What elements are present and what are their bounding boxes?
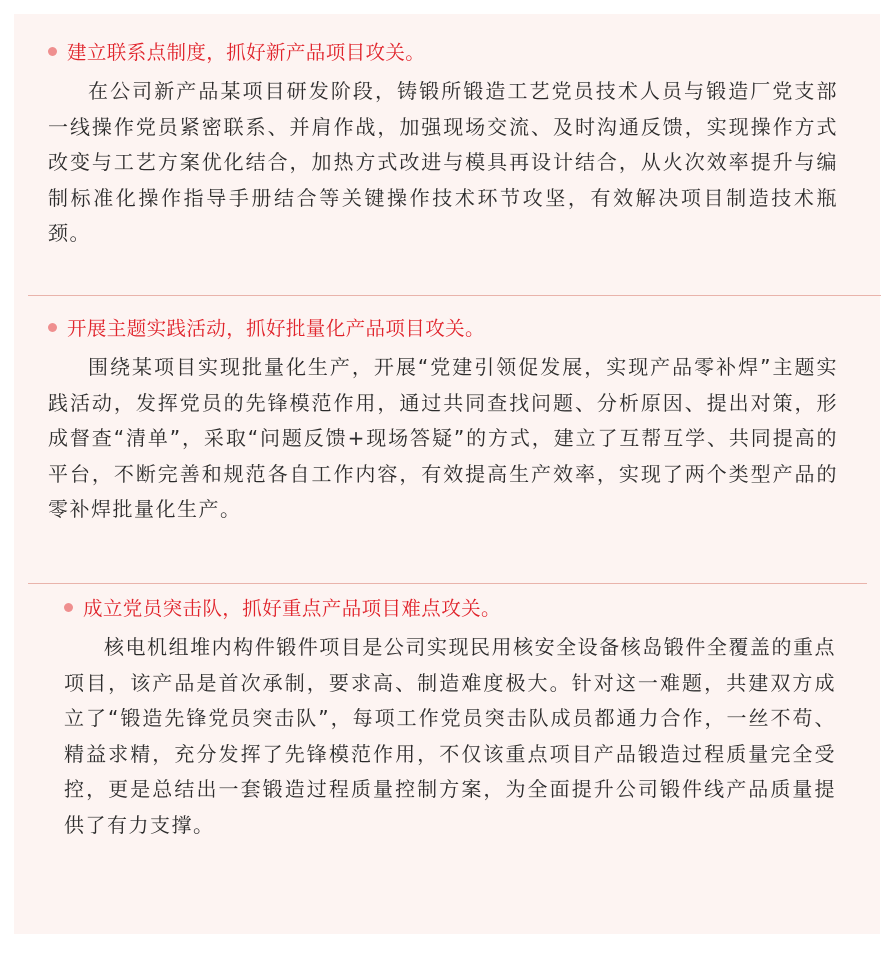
section-body: 围绕某项目实现批量化生产，开展“党建引领促发展，实现产品零补焊”主题实践活动，发挥党员的先锋模范作用，通过共同查找问题、分析原因、提出对策，形成督查“清单”，采取“问题反馈+现场答疑”的方式，建立了互帮互学、共同提高的平台，不断完善和规范各自工作内容，有效提高生产效率，实现了两个类型产品的零补焊批量化生产。 [48, 355, 838, 521]
dot-bullet-icon [64, 603, 73, 612]
section-heading [48, 310, 896, 344]
dot-bullet-icon [48, 323, 57, 332]
dot-bullet-icon [48, 47, 57, 56]
section-heading-text: 建立联系点制度，抓好新产品项目攻关。 [67, 41, 426, 64]
section-body: 核电机组堆内构件锻件项目是公司实现民用核安全设备核岛锻件全覆盖的重点项目，该产品是首次承制，要求高、制造难度极大。针对这一难题，共建双方成立了“锻造先锋党员突击队”，每项工作党员突击队成员都通力合作，一丝不苟、精益求精，充分发挥了先锋模范作用，不仅该重点项目产品锻造过程质量完全受控，更是总结出一套锻造过程质量控制方案，为全面提升公司锻件线产品质量提供了有力支撑。 [64, 635, 836, 837]
section-divider [28, 583, 867, 584]
content-card [14, 14, 880, 934]
section-heading-text: 成立党员突击队，抓好重点产品项目难点攻关。 [83, 597, 501, 620]
section-body: 在公司新产品某项目研发阶段，铸锻所锻造工艺党员技术人员与锻造厂党支部一线操作党员紧密联系、并肩作战，加强现场交流、及时沟通反馈，实现操作方式改变与工艺方案优化结合，加热方式改进与模具再设计结合，从火次效率提升与编制标准化操作指导手册结合等关键操作技术环节攻坚，有效解决项目制造技术瓶颈。 [48, 79, 838, 245]
section-heading [48, 34, 896, 68]
section-heading-text: 开展主题实践活动，抓好批量化产品项目攻关。 [67, 317, 485, 340]
section-theme-practice [14, 310, 896, 528]
section-divider [28, 295, 881, 296]
section-commando-team [14, 590, 896, 843]
section-liaison-point [14, 34, 896, 252]
section-heading [64, 590, 896, 624]
